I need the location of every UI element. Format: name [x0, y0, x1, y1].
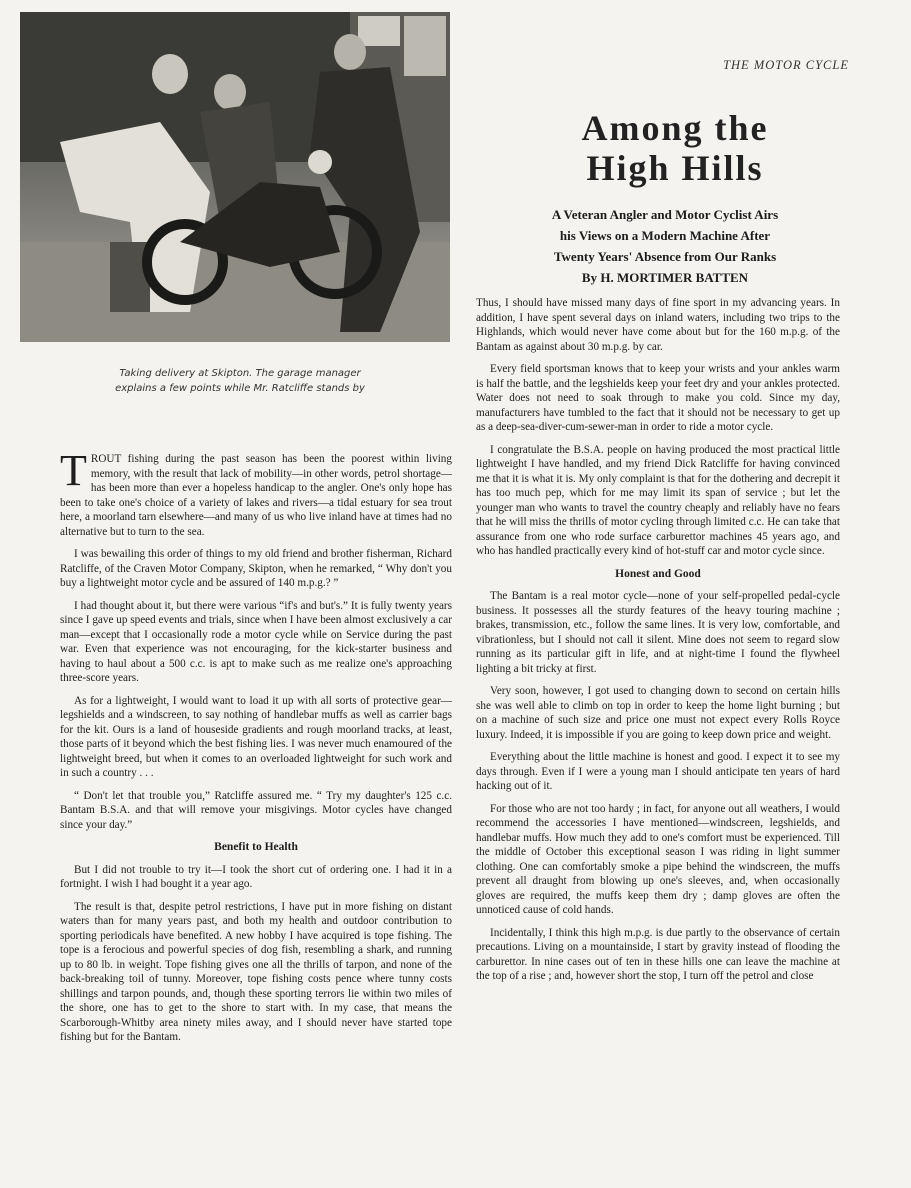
article-photo [20, 12, 450, 342]
paragraph: I was bewailing this order of things to my old friend and brother fisherman, Richard Ratcliffe, of the Craven Motor Company, Skipton, when he remarked, “ Why don't you buy a lightweight motor cycle and be assured of 140 m.p.g.? ” [60, 548, 452, 589]
paragraph: The Bantam is a real motor cycle—none of your self-propelled pedal-cycle business. It possesses all the sturdy features of the heavy touring machine ; brakes, transmission, etc., follow the same lines. It is very low, comfortable, and vibrationless, but I should not call it silent. Mine does not seem to regard slow running as its particular gift in life, and at night-time I found the flywheel lighting a bit tricky at first. [476, 590, 840, 675]
motorcycle-scene-illustration [20, 12, 450, 342]
byline: By H. MORTIMER BATTEN [581, 270, 749, 285]
paragraph: I congratulate the B.S.A. people on having produced the most practical little lightweight I have handled, and my friend Dick Ratcliffe for having convinced me that it is what it is. My only complaint is that for the dothering and decrepit it has too much pep, which for me may limit its span of service ; but let the younger man who wants to travel the country cheaply and reliably have no fears that he will miss the thrills of motor cycling through limited c.c. He can take that assurance from one who rode surface carburettor machines 45 years ago, and who has handled practically every kind of hot-stuff car and motor cycle since. [476, 443, 840, 557]
paragraph: Incidentally, I think this high m.p.g. is due partly to the observance of certain precautions. Living on a mountainside, I start by gravity instead of flooding the carburettor. In nine cases out of ten in these hills one can leave the machine at the top of a rise ; and, however short the stop, I turn off the petrol and close [476, 926, 840, 982]
paragraph-text: ROUT fishing during the past season has been the poorest within living memory, with the result that lack of mobility—in other words, petrol shortage—has been more than ever a hopeless handicap to the angler. One's only hope has been to take one's choice of a variety of lakes and rivers—a tidal estuary for sea trout here, a moorland tarn elsewhere—and many of us who live inland have at times had no alternative but to turn to the sea. [60, 453, 452, 538]
paragraph: The result is that, despite petrol restrictions, I have put in more fishing on distant waters than for many years past, and both my health and outdoor contribution to sporting periodicals have benefited. A new hobby I have acquired is tope fishing. The tope is a ferocious and powerful species of dog fish, resembling a shark, and running up to 80 lb. in weight. Tope fishing gives one all the thrills of tarpon, and none of the back-breaking toil of tunny. Moreover, tope fishing costs pence where tunny costs shillings and tarpon pounds, and, though these sporting terrors lie within two miles of the shore, one has to get to the shore to start with. In my case, that means the Scarborough-Whitby area ninety miles away, and I should never have started tope fishing but for the Bantam. [60, 900, 452, 1043]
article-title [520, 108, 830, 188]
paragraph: “ Don't let that trouble you,” Ratcliffe assured me. “ Try my daughter's 125 c.c. Bantam B.S.A. and that will remove your misgivings. Motor cycles have changed since your day.” [60, 789, 452, 831]
left-column [60, 446, 452, 1053]
subtitle-line: Twenty Years' Absence from Our Ranks [553, 249, 777, 264]
publication-header: THE MOTOR CYCLE [723, 58, 849, 72]
photo-caption [60, 366, 420, 396]
subtitle-line: A Veteran Angler and Motor Cyclist Airs [551, 207, 779, 222]
paragraph [60, 446, 452, 539]
paragraph: I had thought about it, but there were various “if's and but's.” It is fully twenty years since I gave up speed events and trials, since when I have been almost exclusively a car man—except that I occasionally rode a motor cycle while on Service during the past war. Even that experience was not encouraging, for the kick-starter business and having to haul about a 500 c.c. is apt to make such as me realize one's approaching three-score years. [60, 599, 452, 684]
drop-cap: T [60, 446, 87, 495]
paragraph: Everything about the little machine is honest and good. I expect it to see my days through. Even if I were a young man I should anticipate ten years of hard hacking out of it. [476, 751, 840, 792]
section-heading: Benefit to Health [214, 841, 298, 853]
title-line: Among the [581, 108, 769, 148]
caption-line: explains a few points while Mr. Ratcliffe stands by [115, 383, 365, 394]
caption-line: Taking delivery at Skipton. The garage manager [119, 368, 361, 379]
article-subtitle [490, 204, 840, 288]
title-line: High Hills [586, 148, 764, 188]
subtitle-line: his Views on a Modern Machine After [559, 228, 771, 243]
paragraph: Very soon, however, I got used to changing down to second on certain hills she was well able to climb on top in order to keep the home light burning ; but on a machine of such size and price one must not expect every Rolls Royce luxury. Indeed, it is impossible if you are going to keep down price and weight. [476, 685, 840, 741]
paragraph: Every field sportsman knows that to keep your wrists and your ankles warm is half the battle, and the legshields keep your feet dry and your ankles protected. Water does not need to soak through to make you cold. Since my day, manufacturers have tumbled to the fact that it should not be necessary to get up as a deep-sea-diver-cum-sewer-man in order to ride a motor cycle. [476, 363, 840, 433]
paragraph: For those who are not too hardy ; in fact, for anyone out all weathers, I would recommend the accessories I have mentioned—windscreen, legshields, and handlebar muffs. How much they add to one's comfort must be experienced. Till the middle of October this exceptional season I was riding in light summer clothing. One can comfortably smoke a pipe behind the windscreen, the muffs prevent all draught from blowing up one's sleeves, and, when occasionally gloves are required, the muffs keep them dry ; damp gloves are often the unnoticed cause of cold hands. [476, 802, 840, 916]
paragraph: Thus, I should have missed many days of fine sport in my advancing years. In addition, I have spent several days on inland waters, including two trips to the Highlands, which would never have come about but for the 160 m.p.g. of the Bantam as against about 30 m.p.g. by car. [476, 297, 840, 353]
section-heading: Honest and Good [615, 567, 701, 580]
paragraph: But I did not trouble to try it—I took the short cut of ordering one. I had it in a fortnight. I wish I had bought it a year ago. [60, 863, 452, 890]
paragraph: As for a lightweight, I would want to load it up with all sorts of protective gear—legshields and a windscreen, to say nothing of handlebar muffs as well as carrier bags for the kit. Ours is a land of houseside gradients and rough moorland tracks, at least, those parts of it beyond which the best fishing lies. I was never much enamoured of the lightweight breed, but when it comes to an overloaded lightweight for such work and in such a country . . . [60, 694, 452, 779]
right-column [476, 296, 840, 992]
